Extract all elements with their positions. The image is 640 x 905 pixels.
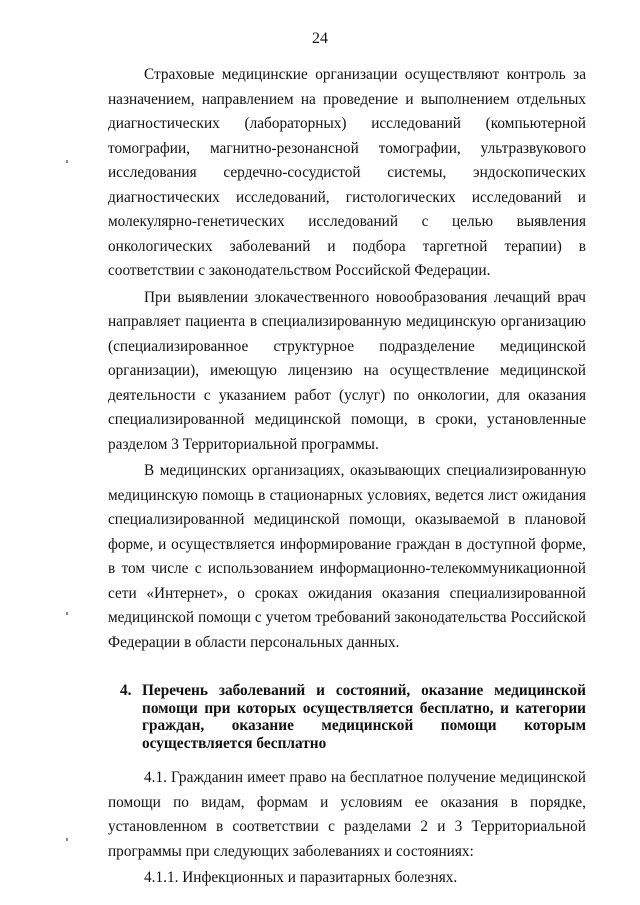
scan-speck [66, 838, 68, 841]
page-number: 24 [312, 30, 328, 47]
paragraph-insurance-control: Страховые медицинские организации осуществляют контроль за назначением, направлением на проведение и выполнением отдельных диагностических (лабораторных) исследований (компьютерной томографии, магнитно-резонансной томографии, ультразвукового исследования сердечно-сосудистой системы, эндоскопических диагностических исследований, гистологических исследований и молекулярно-генетических исследований с целью выявления онкологических заболеваний и подбора таргетной терапии) в соответствии с законодательством Российской Федерации. [108, 66, 586, 279]
paragraph-4-1: 4.1. Гражданин имеет право на бесплатное получение медицинской помощи по видам, формам и условиям ее оказания в порядке, установленном в соответствии с разделами 2 и 3 Территориальной программы при следующих заболеваниях и состояниях: [108, 769, 586, 860]
section-title: Перечень заболеваний и состояний, оказание медицинской помощи при которых осуществляется бесплатно, и категории граждан, оказание медицинской помощи которым осуществляется бесплатно [142, 682, 586, 752]
paragraph-oncology-referral: При выявлении злокачественного новообразования лечащий врач направляет пациента в специализированную медицинскую организацию (специализированное структурное подразделение медицинской организации), имеющую лицензию на осуществление медицинской деятельности с указанием работ (услуг) по онкологии, для оказания специализированной медицинской помощи, в сроки, установленные разделом 3 Территориальной программы. [108, 288, 586, 453]
section-heading [108, 682, 586, 752]
paragraph-waiting-list: В медицинских организациях, оказывающих специализированную медицинскую помощь в стационарных условиях, ведется лист ожидания специализированной медицинской помощи, оказываемой в плановой форме, и осуществляется информирование граждан в доступной форме, в том числе с использованием информационно-телекоммуникационной сети «Интернет», о сроках ожидания оказания специализированной медицинской помощи с учетом требований законодательства Российской Федерации в области персональных данных. [108, 462, 586, 651]
scan-speck [66, 612, 68, 615]
paragraph-4-1-1: 4.1.1. Инфекционных и паразитарных болезнях. [144, 869, 458, 886]
document-body [108, 63, 586, 891]
scan-speck [66, 160, 68, 163]
section-number: 4. [120, 682, 132, 699]
